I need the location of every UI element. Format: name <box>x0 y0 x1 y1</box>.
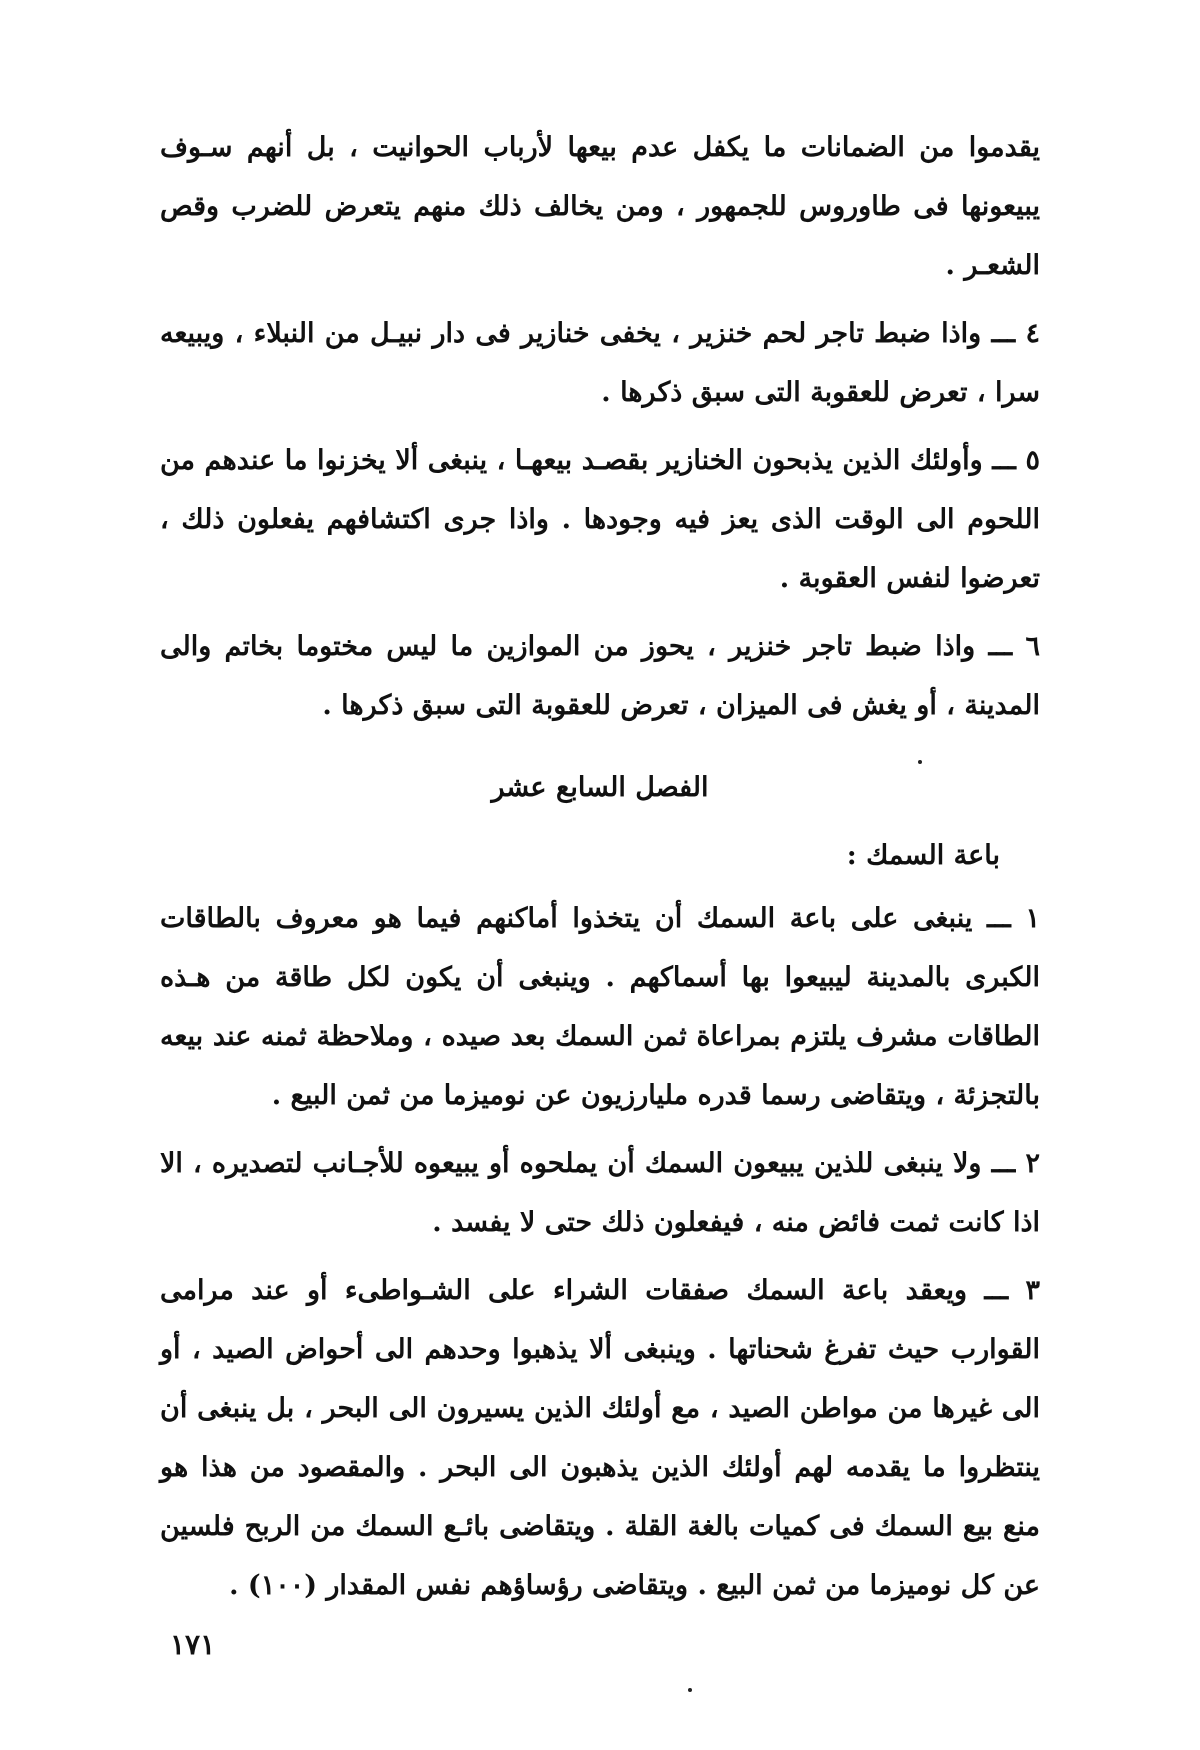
chapter-title: الفصل السابع عشر <box>491 772 709 803</box>
paragraph-item-6: ٦ ـــ واذا ضبط تاجر خنزير ، يحوز من الموازين ما ليس مختوما بخاتم والى المدينة ، أو يغش فى الميزان ، تعرض للعقوبة التى سبق ذكرها . <box>160 631 1040 721</box>
paragraph-item-4: ٤ ـــ واذا ضبط تاجر لحم خنزير ، يخفى خنازير فى دار نبيـل من النبلاء ، ويبيعه سرا ، تعرض للعقوبة التى سبق ذكرها . <box>160 318 1040 408</box>
section-heading: باعة السمك : <box>846 840 1000 871</box>
paragraph-fish-2: ٢ ـــ ولا ينبغى للذين يبيعون السمك أن يملحوه أو يبيعوه للأجـانب لتصديره ، الا اذا كانت ثمت فائض منه ، فيفعلون ذلك حتى لا يفسد . <box>160 1148 1040 1238</box>
paragraph-fish-1: ١ ـــ ينبغى على باعة السمك أن يتخذوا أماكنهم فيما هو معروف بالطاقات الكبرى بالمدينة ليبيعوا بها أسماكهم . وينبغى أن يكون لكل طاقة من هـذه الطاقات مشرف يلتزم بمراعاة ثمن السمك بعد صيده ، وملاحظة ثمنه عند بيعه بالتجزئة ، ويتقاضى رسما قدره مليارزيون عن نوميزما من ثمن البيع . <box>160 903 1040 1111</box>
scan-speck <box>918 760 922 764</box>
page-number: ١٧١ <box>170 1628 216 1661</box>
paragraph-fish-3: ٣ ـــ ويعقد باعة السمك صفقات الشراء على الشـواطىء أو عند مرامى القوارب حيث تفرغ شحناتها . وينبغى ألا يذهبوا وحدهم الى أحواض الصيد ، أو الى غيرها من مواطن الصيد ، مع أولئك الذين يسيرون الى البحر ، بل ينبغى أن ينتظروا ما يقدمه لهم أولئك الذين يذهبون الى البحر . والمقصود من هذا هو منع بيع السمك فى كميات بالغة القلة . ويتقاضى بائـع السمك من الربح فلسين عن كل نوميزما من ثمن البيع . ويتقاضى رؤساؤهم نفس المقدار (١٠٠) . <box>160 1275 1040 1601</box>
paragraph-intro-continuation: يقدموا من الضمانات ما يكفل عدم بيعها لأرباب الحوانيت ، بل أنهم سـوف يبيعونها فى طاوروس للجمهور ، ومن يخالف ذلك منهم يتعرض للضرب وقص الشعـر . <box>160 132 1040 281</box>
page-body <box>160 118 1040 1624</box>
scan-speck <box>688 1688 692 1692</box>
paragraph-item-5: ٥ ـــ وأولئك الذين يذبحون الخنازير بقصـد بيعهـا ، ينبغى ألا يخزنوا ما عندهم من اللحوم الى الوقت الذى يعز فيه وجودها . واذا جرى اكتشافهم يفعلون ذلك ، تعرضوا لنفس العقوبة . <box>160 445 1040 594</box>
